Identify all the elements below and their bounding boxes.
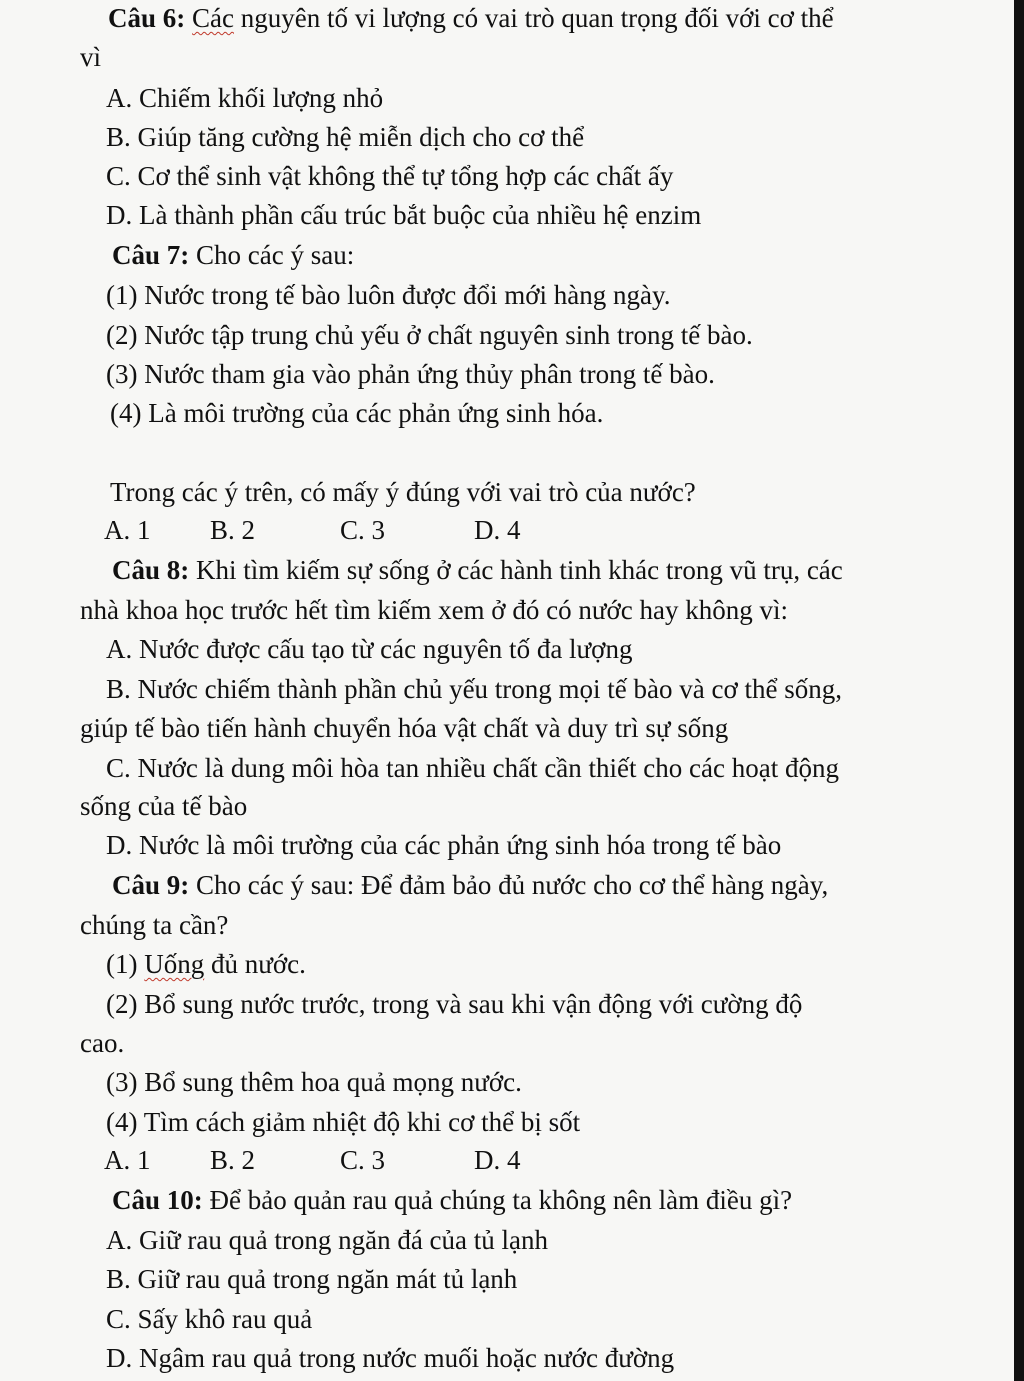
q8-option-c-line1: C. Nước là dung môi hòa tan nhiều chất cần thiết cho các hoạt động: [106, 753, 839, 783]
q7-item-2: (2) Nước tập trung chủ yếu ở chất nguyên sinh trong tế bào.: [106, 320, 753, 350]
q6-option-c: C. Cơ thể sinh vật không thể tự tổng hợp các chất ấy: [106, 161, 674, 191]
q6-stem-underlined: Các: [192, 3, 234, 33]
q7-choice-c: C. 3: [340, 515, 386, 545]
q7-label: Câu 7:: [112, 240, 190, 270]
q9-item-4: (4) Tìm cách giảm nhiệt độ khi cơ thể bị sốt: [106, 1107, 581, 1137]
q9-choice-b: B. 2: [210, 1145, 256, 1175]
q8-stem: [112, 554, 843, 586]
q10-option-b: B. Giữ rau quả trong ngăn mát tủ lạnh: [106, 1264, 518, 1294]
q9-choice-a: A. 1: [104, 1145, 151, 1175]
q6-stem-rest: nguyên tố vi lượng có vai trò quan trọng đối với cơ thể: [234, 3, 834, 33]
q9-stem: [112, 869, 828, 901]
q8-option-d: D. Nước là môi trường của các phản ứng sinh hóa trong tế bào: [106, 830, 782, 860]
q7-question: Trong các ý trên, có mấy ý đúng với vai trò của nước?: [110, 477, 696, 507]
q7-stem-text: Cho các ý sau:: [189, 240, 355, 270]
q9-item-1-rest: đủ nước.: [204, 949, 306, 979]
q9-stem-line1: Cho các ý sau: Để đảm bảo đủ nước cho cơ thể hàng ngày,: [189, 870, 829, 900]
q8-stem-line1: Khi tìm kiếm sự sống ở các hành tinh khác trong vũ trụ, các: [189, 555, 843, 585]
q9-choice-c: C. 3: [340, 1145, 386, 1175]
q6-label: Câu 6:: [108, 3, 186, 33]
q8-option-a: A. Nước được cấu tạo từ các nguyên tố đa lượng: [106, 634, 633, 664]
q7-item-1: (1) Nước trong tế bào luôn được đổi mới hàng ngày.: [106, 280, 671, 310]
q9-item-1-underlined: Uống: [144, 949, 205, 979]
q7-choice-d: D. 4: [474, 515, 521, 545]
q7-stem: [112, 239, 354, 271]
q9-item-1: [106, 948, 306, 980]
q6-stem-line2: vì: [80, 42, 102, 72]
q9-item-2-line1: (2) Bổ sung nước trước, trong và sau khi vận động với cường độ: [106, 989, 803, 1019]
q6-option-d: D. Là thành phần cấu trúc bắt buộc của nhiều hệ enzim: [106, 200, 702, 230]
page-edge: [1014, 0, 1024, 1381]
q7-choice-a: A. 1: [104, 515, 151, 545]
q9-item-1-prefix: (1): [106, 949, 145, 979]
q10-stem-text: Để bảo quản rau quả chúng ta không nên làm điều gì?: [202, 1185, 793, 1215]
q7-item-3: (3) Nước tham gia vào phản ứng thủy phân trong tế bào.: [106, 359, 715, 389]
q9-item-2-line2: cao.: [80, 1028, 125, 1058]
q6-option-b: B. Giúp tăng cường hệ miễn dịch cho cơ thể: [106, 122, 585, 152]
q10-stem: [112, 1184, 792, 1216]
q10-label: Câu 10:: [112, 1185, 203, 1215]
q9-label: Câu 9:: [112, 870, 190, 900]
q8-label: Câu 8:: [112, 555, 190, 585]
q8-option-b-line1: B. Nước chiếm thành phần chủ yếu trong mọi tế bào và cơ thể sống,: [106, 674, 843, 704]
q9-item-3: (3) Bổ sung thêm hoa quả mọng nước.: [106, 1067, 522, 1097]
q9-choice-d: D. 4: [474, 1145, 521, 1175]
q6-stem: [108, 2, 834, 34]
q8-option-b-line2: giúp tế bào tiến hành chuyển hóa vật chất và duy trì sự sống: [80, 713, 729, 743]
q9-stem-line2: chúng ta cần?: [80, 910, 229, 940]
q6-option-a: A. Chiếm khối lượng nhỏ: [106, 83, 384, 113]
q7-item-4: (4) Là môi trường của các phản ứng sinh hóa.: [110, 398, 604, 428]
q10-option-d: D. Ngâm rau quả trong nước muối hoặc nước đường: [106, 1343, 675, 1373]
q8-option-c-line2: sống của tế bào: [80, 791, 248, 821]
q7-choice-b: B. 2: [210, 515, 256, 545]
q8-stem-line2: nhà khoa học trước hết tìm kiếm xem ở đó có nước hay không vì:: [80, 595, 788, 625]
q10-option-c: C. Sấy khô rau quả: [106, 1304, 313, 1334]
q10-option-a: A. Giữ rau quả trong ngăn đá của tủ lạnh: [106, 1225, 549, 1255]
